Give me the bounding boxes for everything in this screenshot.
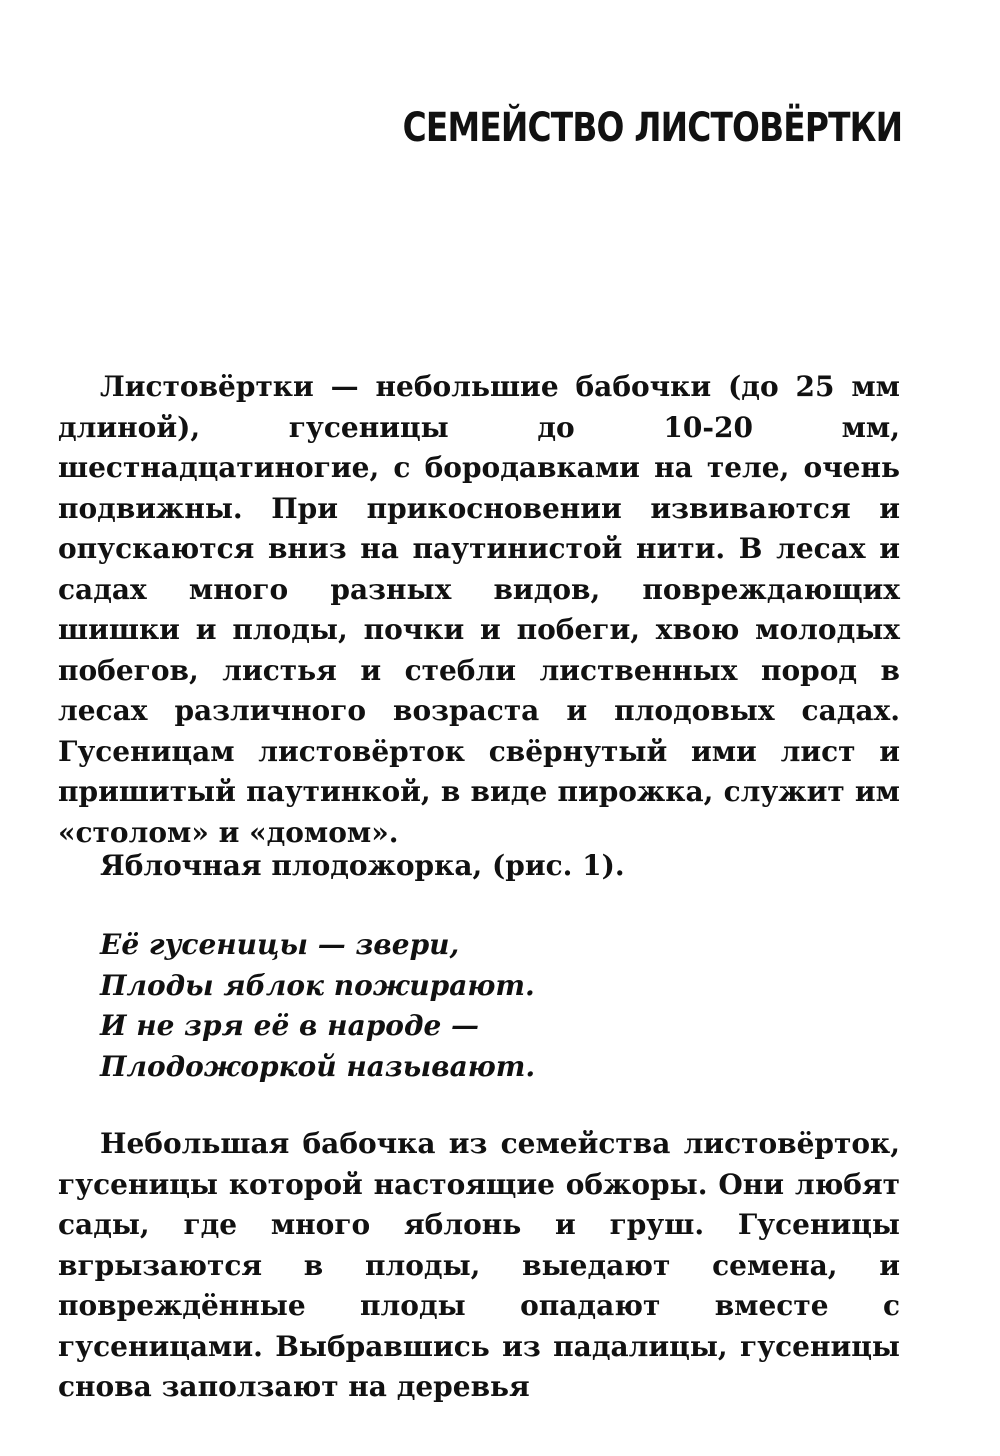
section-subheading: Яблочная плодожорка, (рис. 1). (100, 849, 625, 882)
poem-line: Плодожоркой называют. (100, 1049, 536, 1083)
poem (100, 925, 535, 1087)
intro-paragraph: Листовёртки — небольшие бабочки (до 25 мм длиной), гусеницы до 10-20 мм, шестнадцатиногие, с бородавками на теле, очень подвижны. При прикосновении извиваются и опускаются вниз на паутинистой нити. В лесах и садах много разных видов, повреждающих шишки и плоды, почки и побеги, хвою молодых побегов, листья и стебли лиственных пород в лесах различного возраста и плодовых садах. Гусеницам листовёрток свёрнутый ими лист и пришитый паутинкой, в виде пирожка, служит им «столом» и «домом». (58, 370, 900, 849)
second-paragraph: Небольшая бабочка из семейства листовёрток, гусеницы которой настоящие обжоры. Они любят сады, где много яблонь и груш. Гусеницы вгрызаются в плоды, выедают семена, и повреждённые плоды опадают вместе с гусеницами. Выбравшись из падалицы, гусеницы снова заползают на деревья (58, 1127, 900, 1403)
poem-line: Её гусеницы — звери, (100, 928, 460, 961)
poem-line: Плоды яблок пожирают. (100, 968, 535, 1002)
chapter-title: СЕМЕЙСТВО ЛИСТОВЁРТКИ (402, 105, 902, 151)
poem-line: И не зря её в народе — (100, 1009, 480, 1042)
